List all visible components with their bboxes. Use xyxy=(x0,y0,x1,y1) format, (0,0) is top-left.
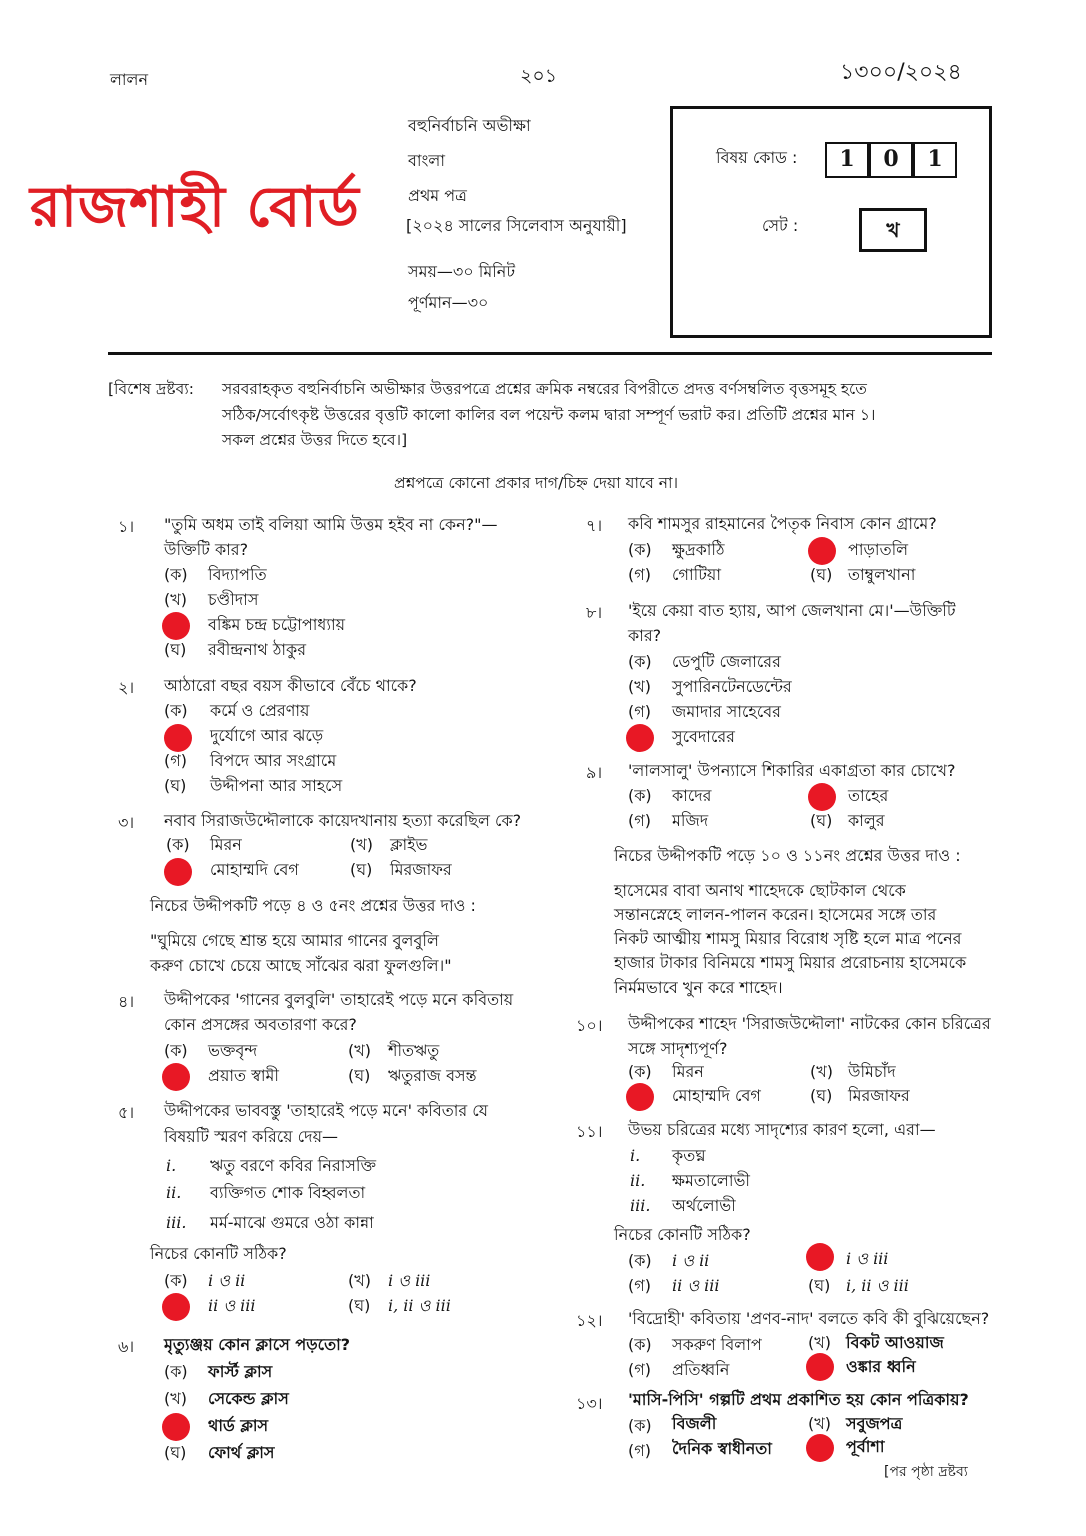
subject-code-digit: 1 xyxy=(913,142,957,178)
stimulus-text: হাসেমের বাবা অনাথ শাহেদকে ছোটকাল থেকে xyxy=(614,881,906,900)
answer-bubble xyxy=(806,1434,834,1462)
option-label: (খ) xyxy=(808,1333,831,1352)
question-text: "তুমি অধম তাই বলিয়া আমি উত্তম হইব না কেন?"— xyxy=(164,515,498,534)
set-value: খ xyxy=(859,208,927,252)
notice-line-2: সঠিক/সর্বোৎকৃষ্ট উত্তরের বৃত্তটি কালো কালির বল পয়েন্ট কলম দ্বারা সম্পূর্ণ ভরাট কর। প্রতিটি প্রশ্নের মান ১। xyxy=(222,406,876,424)
subject-code-digit: 0 xyxy=(869,142,913,178)
which-correct: নিচের কোনটি সঠিক? xyxy=(614,1225,751,1244)
question-number: ১১। xyxy=(576,1122,603,1141)
option-text: i ও ii xyxy=(672,1251,710,1270)
question-text: উদ্দীপকের 'গানের বুলবুলি' তাহারেই পড়ে মনে কবিতায় xyxy=(164,990,514,1009)
option-text: ভক্তবৃন্দ xyxy=(208,1041,258,1060)
option-label: (খ) xyxy=(350,835,373,854)
option-text: মিরজাফর xyxy=(390,860,452,879)
question-text: 'মাসি-পিসি' গল্পটি প্রথম প্রকাশিত হয় কোন পত্রিকায়? xyxy=(628,1390,969,1409)
option-label: (ক) xyxy=(628,1335,652,1354)
option-label: (গ) xyxy=(628,1360,651,1379)
option-text: মজিদ xyxy=(672,811,709,830)
question-number: ১০। xyxy=(576,1016,603,1035)
option-label: (ঘ) xyxy=(164,1443,187,1462)
next-page-note: [পর পৃষ্ঠা দ্রষ্টব্য xyxy=(884,1464,968,1480)
statement-text: কৃতঘ্ন xyxy=(672,1146,706,1165)
statement-text: মর্ম-মাঝে গুমরে ওঠা কান্না xyxy=(210,1213,374,1232)
option-label: (ক) xyxy=(164,1041,188,1060)
option-text: কাদের xyxy=(672,786,712,805)
question-text: উক্তিটি কার? xyxy=(164,540,249,559)
option-text: সকরুণ বিলাপ xyxy=(672,1335,762,1354)
question-text: 'ইয়ে কেয়া বাত হ্যায়, আপ জেলখানা মে।'—উক্তিটি xyxy=(628,601,956,620)
option-label: (খ) xyxy=(810,1062,833,1081)
answer-bubble xyxy=(808,783,836,811)
option-label: (ক) xyxy=(164,565,188,584)
option-text: মিরন xyxy=(210,835,242,854)
question-text: 'লালসালু' উপন্যাসে শিকারির একাগ্রতা কার চোখে? xyxy=(628,761,956,780)
option-label: (ক) xyxy=(628,1416,652,1435)
option-text: সবুজপত্র xyxy=(846,1414,903,1433)
answer-bubble xyxy=(626,724,654,752)
option-text: ক্ষুদ্রকাঠি xyxy=(672,540,725,559)
option-text: i ও iii xyxy=(388,1271,431,1290)
option-text: বিকট আওয়াজ xyxy=(846,1333,944,1352)
option-text: বিজলী xyxy=(672,1414,717,1433)
option-label: (ক) xyxy=(164,1362,188,1381)
option-label: (ক) xyxy=(628,540,652,559)
statement-numeral: ii. xyxy=(630,1171,646,1190)
statement-text: ব্যক্তিগত শোক বিহ্বলতা xyxy=(210,1183,366,1202)
option-text: পাড়াতলি xyxy=(848,540,909,559)
option-label: (খ) xyxy=(164,590,187,609)
option-label: (ঘ) xyxy=(348,1066,371,1085)
option-label: (ঘ) xyxy=(348,1296,371,1315)
option-text: প্রয়াত স্বামী xyxy=(208,1066,279,1085)
statement-numeral: iii. xyxy=(630,1196,651,1215)
option-text: সুবেদারের xyxy=(672,727,735,746)
option-text: ii ও iii xyxy=(672,1276,720,1295)
option-label: (ক) xyxy=(628,786,652,805)
option-label: (গ) xyxy=(164,751,187,770)
question-text: কার? xyxy=(628,626,662,645)
option-text: i ও ii xyxy=(208,1271,246,1290)
stimulus-instruction: নিচের উদ্দীপকটি পড়ে ৪ ও ৫নং প্রশ্নের উত্তর দাও : xyxy=(150,896,476,915)
option-text: i, ii ও iii xyxy=(388,1296,451,1315)
question-number: ৮। xyxy=(586,603,603,622)
notice-line-1: সরবরাহকৃত বহুনির্বাচনি অভীক্ষার উত্তরপত্রে প্রশ্নের ক্রমিক নম্বরের বিপরীতে প্রদত্ত বর্ণসম্বলিত বৃত্তসমূহ হতে xyxy=(222,380,867,398)
statement-text: অর্থলোভী xyxy=(672,1196,736,1215)
which-correct: নিচের কোনটি সঠিক? xyxy=(150,1244,287,1263)
notice-warning: প্রশ্নপত্রে কোনো প্রকার দাগ/চিহ্ন দেয়া যাবে না। xyxy=(394,474,679,492)
option-text: গোটিয়া xyxy=(672,565,721,584)
question-number: ২। xyxy=(118,678,135,697)
code-box xyxy=(670,106,992,338)
option-text: ফোর্থ ক্লাস xyxy=(208,1443,275,1462)
full-marks: পূর্ণমান—৩০ xyxy=(408,293,489,312)
option-text: ওঙ্কার ধ্বনি xyxy=(846,1357,916,1376)
option-text: কালুর xyxy=(848,811,885,830)
stimulus-instruction: নিচের উদ্দীপকটি পড়ে ১০ ও ১১নং প্রশ্নের উত্তর দাও : xyxy=(614,846,961,865)
answer-bubble xyxy=(806,1243,834,1271)
stimulus-text: নিকট আত্মীয় শামসু মিয়ার বিরোধ সৃষ্টি হলে মাত্র পনের xyxy=(614,929,962,948)
statement-numeral: i. xyxy=(166,1156,177,1175)
header-divider xyxy=(108,352,992,355)
option-text: তাম্বুলখানা xyxy=(848,565,916,584)
option-label: (গ) xyxy=(628,1441,651,1460)
option-label: (ঘ) xyxy=(350,860,373,879)
question-text: নবাব সিরাজউদ্দৌলাকে কায়েদখানায় হত্যা করেছিল কে? xyxy=(164,811,522,830)
answer-bubble xyxy=(162,612,190,640)
option-text: ক্লাইভ xyxy=(390,835,428,854)
question-number: ৯। xyxy=(586,763,603,782)
question-number: ৪। xyxy=(118,992,135,1011)
option-text: কর্মে ও প্রেরণায় xyxy=(210,701,310,720)
option-text: মিরন xyxy=(672,1062,704,1081)
question-number: ১। xyxy=(118,517,135,536)
statement-text: ক্ষমতালোভী xyxy=(672,1171,750,1190)
option-text: থার্ড ক্লাস xyxy=(208,1416,269,1435)
option-label: (ঘ) xyxy=(808,1276,831,1295)
option-text: প্রতিধ্বনি xyxy=(672,1360,730,1379)
option-text: দৈনিক স্বাধীনতা xyxy=(672,1439,772,1458)
answer-bubble xyxy=(808,537,836,565)
option-text: মোহাম্মদি বেগ xyxy=(210,860,299,879)
option-text: রবীন্দ্রনাথ ঠাকুর xyxy=(208,640,307,659)
question-number: ৫। xyxy=(118,1103,135,1122)
option-text: উমিচাঁদ xyxy=(848,1062,896,1081)
option-label: (ঘ) xyxy=(810,565,833,584)
exam-type: বহুনির্বাচনি অভীক্ষা xyxy=(408,116,531,135)
option-label: (ঘ) xyxy=(810,811,833,830)
option-text: মোহাম্মদি বেগ xyxy=(672,1086,761,1105)
question-text: আঠারো বছর বয়স কীভাবে বেঁচে থাকে? xyxy=(164,676,417,695)
option-text: পূর্বাশা xyxy=(846,1437,885,1456)
option-text: তাহের xyxy=(848,786,889,805)
header-left-label: লালন xyxy=(110,70,149,89)
stimulus-poem-line: করুণ চোখে চেয়ে আছে সাঁঝের ঝরা ফুলগুলি।" xyxy=(150,956,452,975)
answer-bubble xyxy=(162,1063,190,1091)
option-text: শীতঋতু xyxy=(388,1041,440,1060)
question-text: কোন প্রসঙ্গের অবতারণা করে? xyxy=(164,1015,357,1034)
statement-text: ঋতু বরণে কবির নিরাসক্তি xyxy=(210,1156,377,1175)
syllabus-note: [২০২৪ সালের সিলেবাস অনুযায়ী] xyxy=(406,216,627,235)
page-number: ২০১ xyxy=(520,65,558,87)
option-text: i ও iii xyxy=(846,1249,889,1268)
answer-bubble xyxy=(626,1083,654,1111)
answer-bubble xyxy=(806,1353,834,1381)
statement-numeral: i. xyxy=(630,1146,641,1165)
board-title: রাজশাহী বোর্ড xyxy=(30,174,360,240)
question-text: উদ্দীপকের শাহেদ 'সিরাজউদ্দৌলা' নাটকের কোন চরিত্রের xyxy=(628,1014,991,1033)
option-label: (ঘ) xyxy=(164,640,187,659)
option-label: (গ) xyxy=(628,811,651,830)
question-number: ৩। xyxy=(118,813,135,832)
option-label: (ক) xyxy=(628,652,652,671)
question-text: সঙ্গে সাদৃশ্যপূর্ণ? xyxy=(628,1039,728,1058)
statement-numeral: ii. xyxy=(166,1183,182,1202)
option-label: (খ) xyxy=(808,1414,831,1433)
stimulus-text: সন্তানস্নেহে লালন-পালন করেন। হাসেমের সঙ্গে তার xyxy=(614,905,937,924)
stimulus-text: হাজার টাকার বিনিময়ে শামসু মিয়ার প্ররোচনায় হাসেমকে xyxy=(614,953,967,972)
option-text: বিদ্যাপতি xyxy=(208,565,267,584)
option-label: (ক) xyxy=(628,1251,652,1270)
answer-bubble xyxy=(162,1293,190,1321)
question-text: 'বিদ্রোহী' কবিতায় 'প্রণব-নাদ' বলতে কবি কী বুঝিয়েছেন? xyxy=(628,1309,990,1328)
option-text: সুপারিনটেনডেন্টের xyxy=(672,677,792,696)
option-label: (ঘ) xyxy=(810,1086,833,1105)
option-label: (খ) xyxy=(164,1389,187,1408)
option-text: ডেপুটি জেলারের xyxy=(672,652,781,671)
option-label: (খ) xyxy=(348,1271,371,1290)
option-text: ii ও iii xyxy=(208,1296,256,1315)
option-label: (খ) xyxy=(628,677,651,696)
option-label: (ক) xyxy=(628,1062,652,1081)
option-text: ফার্স্ট ক্লাস xyxy=(208,1362,273,1381)
option-text: জমাদার সাহেবের xyxy=(672,702,781,721)
option-text: বঙ্কিম চন্দ্র চট্টোপাধ্যায় xyxy=(208,615,346,634)
set-label: সেট : xyxy=(762,216,799,235)
option-label: (ঘ) xyxy=(164,776,187,795)
answer-bubble xyxy=(164,858,192,886)
question-number: ১২। xyxy=(576,1311,603,1330)
option-text: i, ii ও iii xyxy=(846,1276,909,1295)
subject-code-digit: 1 xyxy=(825,142,869,178)
question-number: ৭। xyxy=(586,516,603,535)
option-label: (খ) xyxy=(348,1041,371,1060)
option-label: (ক) xyxy=(164,1271,188,1290)
question-text: বিষয়টি স্মরণ করিয়ে দেয়— xyxy=(164,1127,339,1146)
notice-label: [বিশেষ দ্রষ্টব্য: xyxy=(108,380,194,398)
answer-bubble xyxy=(164,724,192,752)
question-text: কবি শামসুর রাহমানের পৈতৃক নিবাস কোন গ্রামে? xyxy=(628,514,937,533)
subject-name: বাংলা xyxy=(408,151,445,170)
option-text: চণ্ডীদাস xyxy=(208,590,259,609)
question-number: ৬। xyxy=(118,1337,135,1356)
question-text: উদ্দীপকের ভাববস্তু 'তাহারেই পড়ে মনে' কবিতার যে xyxy=(164,1101,489,1120)
option-text: দুর্যোগে আর ঝড়ে xyxy=(210,726,324,745)
option-text: সেকেন্ড ক্লাস xyxy=(208,1389,289,1408)
question-number: ১৩। xyxy=(576,1394,603,1413)
option-label: (ক) xyxy=(164,701,188,720)
answer-bubble xyxy=(162,1413,190,1441)
option-text: উদ্দীপনা আর সাহসে xyxy=(210,776,343,795)
option-label: (গ) xyxy=(628,565,651,584)
paper-name: প্রথম পত্র xyxy=(408,186,467,205)
subject-code-label: বিষয় কোড : xyxy=(716,148,798,167)
option-label: (গ) xyxy=(628,702,651,721)
statement-numeral: iii. xyxy=(166,1213,187,1232)
question-text: উভয় চরিত্রের মধ্যে সাদৃশ্যের কারণ হলো, এরা— xyxy=(628,1120,936,1139)
question-text: মৃত্যুঞ্জয় কোন ক্লাসে পড়তো? xyxy=(164,1335,351,1354)
option-text: মিরজাফর xyxy=(848,1086,910,1105)
option-text: ঋতুরাজ বসন্ত xyxy=(388,1066,477,1085)
header-code-year: ১৩০০/২০২৪ xyxy=(840,60,962,85)
option-label: (গ) xyxy=(628,1276,651,1295)
notice-line-3: সকল প্রশ্নের উত্তর দিতে হবে।] xyxy=(222,431,408,449)
exam-time: সময়—৩০ মিনিট xyxy=(408,262,516,281)
stimulus-poem-line: "ঘুমিয়ে গেছে শ্রান্ত হয়ে আমার গানের বুলবুলি xyxy=(150,931,439,950)
option-label: (ক) xyxy=(166,835,190,854)
stimulus-text: নির্মমভাবে খুন করে শাহেদ। xyxy=(614,978,783,997)
option-text: বিপদে আর সংগ্রামে xyxy=(210,751,337,770)
